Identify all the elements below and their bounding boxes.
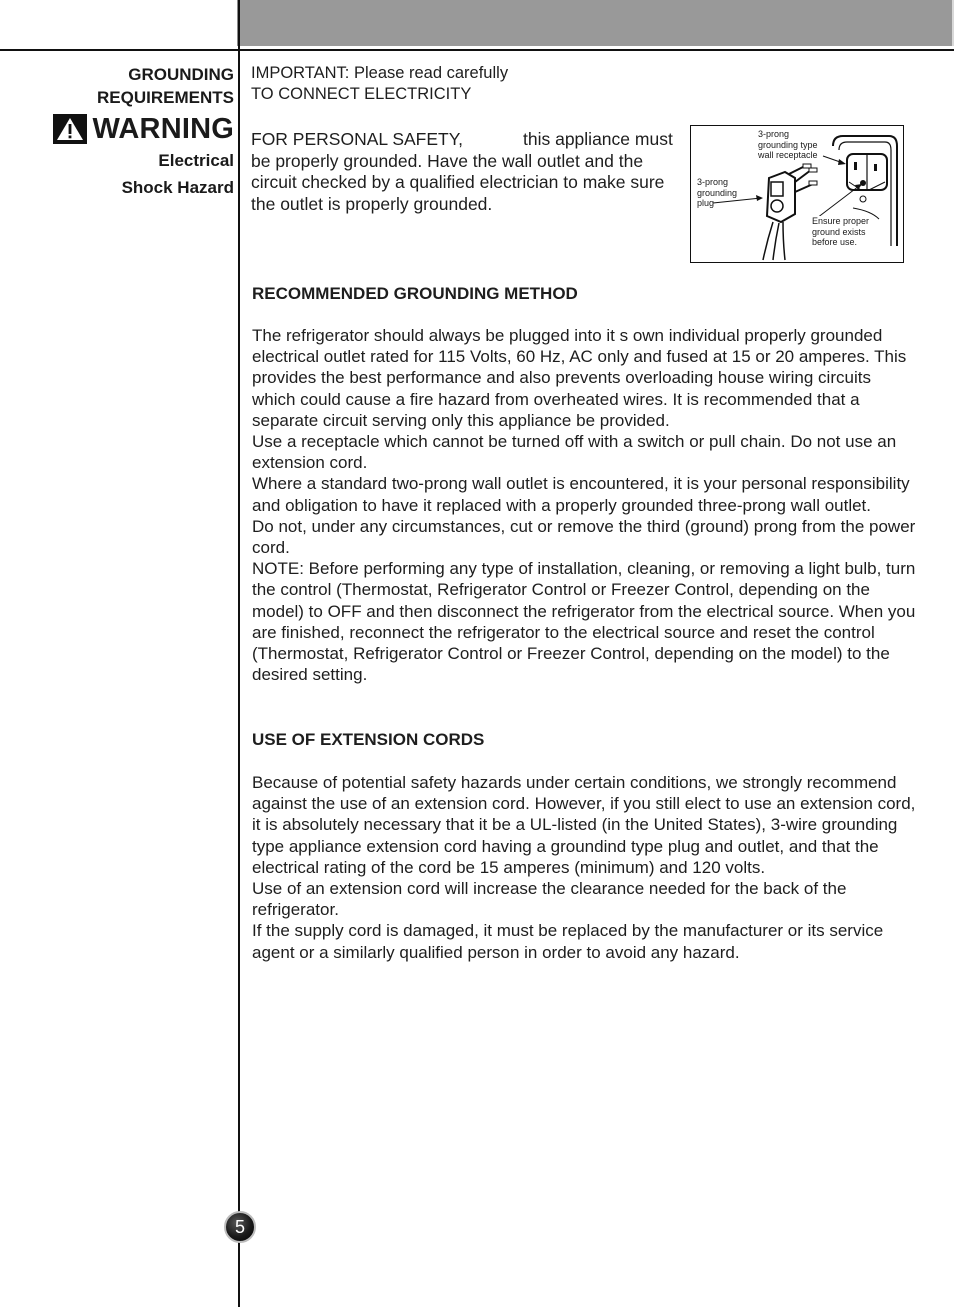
receptacle-label-line1: 3-prong [758,129,790,139]
plug-label [697,177,737,209]
extension-paragraph-3: If the supply cord is damaged, it must be replaced by the manufacturer or its service agent or a similarly qualified person in order to avoid any hazard. [252,921,884,962]
warning-label-row [0,112,234,146]
intro-line1: IMPORTANT: Please read carefully [251,64,509,82]
extension-cords-section [252,729,917,963]
extension-paragraph-1: Because of potential safety hazards under certain conditions, we strongly recommend against the use of an extension cord. However, if you still elect to use an extension cord, it is absolutely necessary that it be a UL-listed (in the United States), 3-wire grounding type appliance extension cord having a groundind type plug and outlet, and that the electrical rating of the cord be 15 amperes (minimum) and 120 volts. [252,773,916,877]
ground-label [812,216,869,248]
grounding-paragraph-1: The refrigerator should always be plugged into it s own individual properly grounded electrical outlet rated for 115 Volts, 60 Hz, AC only and fused at 15 or 20 amperes. This provides the best performance and also prevents overloading house wiring circuits which could cause a fire hazard from overheated wires. It is recommended that a separate circuit serving only this appliance be provided. [252,326,907,430]
grounding-paragraph-2: Use a receptacle which cannot be turned off with a switch or pull chain. Do not use an extension cord. [252,432,897,473]
plug-label-line2: grounding [697,187,738,198]
vertical-divider [238,0,240,1307]
header-bar [237,0,954,46]
page-number-badge: 5 [224,1211,256,1243]
grounding-method-section [252,283,917,685]
receptacle-label-line2: grounding type [758,139,818,150]
grounding-plug-diagram [690,125,904,263]
extension-cords-heading: USE OF EXTENSION CORDS [252,730,485,749]
plug-label-line1: 3-prong [697,177,729,187]
horizontal-divider [0,49,954,51]
receptacle-label-line3: wall receptacle [758,150,818,160]
extension-paragraph-2: Use of an extension cord will increase the clearance needed for the back of the refrigerator. [252,879,847,920]
safety-text: this appliance must be properly grounded. Have the wall outlet and the circuit checked by a qualified electrician to make sure the outlet is properly grounded. [251,129,673,214]
safety-lead: FOR PERSONAL SAFETY, [251,129,463,149]
ground-label-line2: ground exists [812,226,866,237]
safety-paragraph [251,129,681,215]
hazard-line2: Shock Hazard [121,178,234,197]
plug-label-line3: plug [697,198,715,208]
section-title-line1: GROUNDING [128,65,234,84]
grounding-paragraph-3: Where a standard two-prong wall outlet is encountered, it is your personal responsibility and obligation to have it replaced with a properly grounded three-prong wall outlet. [252,474,910,515]
warning-triangle-icon [53,114,87,144]
section-title-line2: REQUIREMENTS [97,88,234,107]
intro-block [251,63,916,105]
grounding-note-paragraph: NOTE: Before performing any type of installation, cleaning, or removing a light bulb, turn the control (Thermostat, Refrigerator Control or Freezer Control, depending on the model) to OFF and then disconnect the refrigerator from the electrical source. When you are finished, reconnect the refrigerator to the electrical source and reset the control (Thermostat, Refrigerator Control or Freezer Control, depending on the model) to the desired setting. [252,559,916,685]
grounding-method-heading: RECOMMENDED GROUNDING METHOD [252,284,578,303]
grounding-paragraph-4: Do not, under any circumstances, cut or remove the third (ground) prong from the power cord. [252,516,916,558]
hazard-line1: Electrical [158,151,234,170]
receptacle-label [758,129,818,161]
warning-heading: WARNING [92,113,234,145]
ground-label-line1: Ensure proper [812,216,870,226]
ground-label-line3: before use. [812,237,858,247]
intro-line2: TO CONNECT ELECTRICITY [251,85,472,103]
sidebar [0,63,234,200]
